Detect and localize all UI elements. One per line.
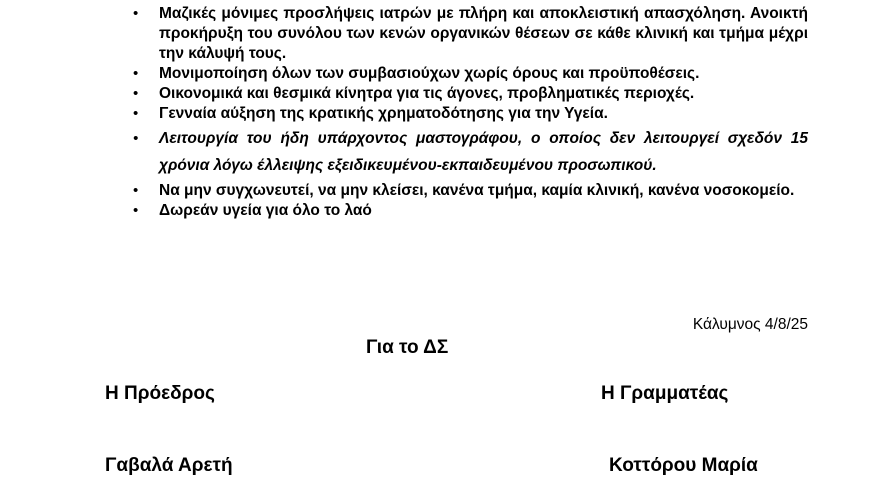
list-item xyxy=(133,104,808,124)
list-item-text: Δωρεάν υγεία για όλο το λαό xyxy=(159,202,372,219)
bullet-icon: • xyxy=(133,5,139,22)
list-item-text: Γενναία αύξηση της κρατικής χρηματοδότησης για την Υγεία. xyxy=(159,105,608,122)
board-label: Για το ΔΣ xyxy=(366,337,449,358)
list-item-text: Να μην συγχωνευτεί, να μην κλείσει, κανένα τμήμα, καμία κλινική, κανένα νοσοκομείο. xyxy=(159,182,795,199)
list-item-text: Μαζικές μόνιμες προσλήψεις ιατρών με πλήρη και αποκλειστική απασχόληση. Ανοικτή προκήρυξη του συνόλου των κενών οργανικών θέσεων σε κάθε κλινική και τμήμα μέχρι την κάλυψή τους. xyxy=(159,5,808,62)
place-date: Κάλυμνος 4/8/25 xyxy=(692,316,808,333)
bullet-icon: • xyxy=(133,85,139,102)
list-item xyxy=(133,181,808,201)
list-item-text: Οικονομικά και θεσμικά κίνητρα για τις άγονες, προβληματικές περιοχές. xyxy=(159,85,695,102)
demands-list xyxy=(133,4,808,221)
list-item xyxy=(133,126,808,179)
list-item xyxy=(133,64,808,84)
secretary-name: Κοττόρου Μαρία xyxy=(609,455,758,476)
bullet-icon: • xyxy=(133,130,139,147)
bullet-icon: • xyxy=(133,202,139,219)
list-item xyxy=(133,4,808,64)
bullet-icon: • xyxy=(133,65,139,82)
bullet-icon: • xyxy=(133,182,139,199)
bullet-icon: • xyxy=(133,105,139,122)
list-item-text: Λειτουργία του ήδη υπάρχοντος μαστογράφου, ο οποίος δεν λειτουργεί σχεδόν 15 χρόνια λόγω έλλειψης εξειδικευμένου-εκπαιδευμένου προσωπικού. xyxy=(159,130,808,174)
president-name: Γαβαλά Αρετή xyxy=(105,455,233,476)
list-item xyxy=(133,84,808,104)
list-item xyxy=(133,201,808,221)
list-item-text: Μονιμοποίηση όλων των συμβασιούχων χωρίς όρους και προϋποθέσεις. xyxy=(159,65,700,82)
secretary-title: Η Γραμματέας xyxy=(601,383,729,404)
president-title: Η Πρόεδρος xyxy=(105,383,215,404)
